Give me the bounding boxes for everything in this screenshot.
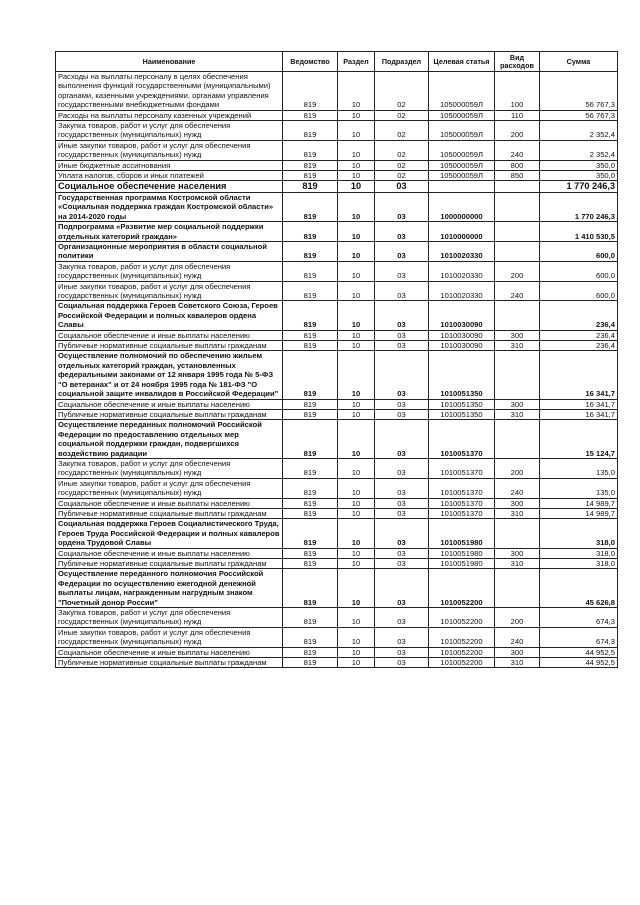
cell-target: 105000059Л — [429, 110, 495, 120]
header-name: Наименование — [56, 52, 283, 72]
cell-name: Публичные нормативные социальные выплаты гражданам — [56, 409, 283, 419]
cell-kind: 300 — [495, 548, 540, 558]
cell-subsection: 03 — [375, 508, 429, 518]
cell-subsection: 03 — [375, 658, 429, 668]
table-header — [56, 52, 618, 72]
table-row — [56, 192, 618, 221]
cell-target: 1010051370 — [429, 478, 495, 498]
cell-section: 10 — [338, 409, 375, 419]
cell-target: 105000059Л — [429, 171, 495, 181]
table-row — [56, 281, 618, 301]
cell-subsection: 03 — [375, 569, 429, 608]
cell-section: 10 — [338, 548, 375, 558]
cell-target: 1010052200 — [429, 627, 495, 647]
cell-target: 1010051370 — [429, 508, 495, 518]
cell-name: Расходы на выплаты персоналу в целях обеспечения выполнения функций государственными (муниципальными) органами, казенными учреждениями, органами управления государственными внебюджетными фондами — [56, 72, 283, 111]
cell-section: 10 — [338, 420, 375, 459]
cell-sum: 15 124,7 — [540, 420, 618, 459]
cell-dept: 819 — [283, 301, 338, 330]
cell-target: 1010030090 — [429, 341, 495, 351]
table-row — [56, 420, 618, 459]
cell-sum: 16 341,7 — [540, 351, 618, 399]
cell-subsection: 03 — [375, 399, 429, 409]
cell-name: Осуществление полномочий по обеспечению жильем отдельных категорий граждан, установленных федеральными законами от 12 января 1995 года № 5-ФЗ "О ветеранах" и от 24 ноября 1995 года № 181-ФЗ "О социальной защите инвалидов в Российской Федерации" — [56, 351, 283, 399]
cell-section: 10 — [338, 110, 375, 120]
table-row — [56, 548, 618, 558]
cell-subsection: 03 — [375, 420, 429, 459]
cell-section: 10 — [338, 181, 375, 193]
cell-section: 10 — [338, 498, 375, 508]
cell-dept: 819 — [283, 420, 338, 459]
cell-name: Социальное обеспечение и иные выплаты населению — [56, 498, 283, 508]
cell-dept: 819 — [283, 399, 338, 409]
cell-target: 1010052200 — [429, 608, 495, 628]
cell-target: 1010020330 — [429, 242, 495, 262]
cell-name: Социальное обеспечение и иные выплаты населению — [56, 548, 283, 558]
cell-section: 10 — [338, 399, 375, 409]
cell-subsection: 03 — [375, 498, 429, 508]
cell-dept: 819 — [283, 647, 338, 657]
table-row — [56, 519, 618, 548]
cell-name: Осуществление переданных полномочий Российской Федерации по предоставлению отдельных мер социальной поддержки граждан, подвергшихся воздействию радиации — [56, 420, 283, 459]
cell-name: Осуществление переданного полномочия Российской Федерации по осуществлению ежегодной денежной выплаты лицам, награжденным нагрудным знаком "Почетный донор России" — [56, 569, 283, 608]
cell-sum: 56 767,3 — [540, 72, 618, 111]
cell-target: 1010051350 — [429, 399, 495, 409]
cell-kind — [495, 301, 540, 330]
cell-subsection: 02 — [375, 140, 429, 160]
table-row — [56, 140, 618, 160]
cell-sum: 16 341,7 — [540, 399, 618, 409]
cell-sum: 14 989,7 — [540, 508, 618, 518]
document-page — [55, 51, 617, 668]
cell-name: Социальное обеспечение и иные выплаты населению — [56, 330, 283, 340]
cell-kind: 800 — [495, 160, 540, 170]
cell-sum: 44 952,5 — [540, 658, 618, 668]
cell-name: Закупка товаров, работ и услуг для обеспечения государственных (муниципальных) нужд — [56, 121, 283, 141]
cell-name: Публичные нормативные социальные выплаты гражданам — [56, 341, 283, 351]
cell-kind — [495, 351, 540, 399]
header-subsection: Подраздел — [375, 52, 429, 72]
cell-dept: 819 — [283, 519, 338, 548]
cell-dept: 819 — [283, 559, 338, 569]
cell-section: 10 — [338, 121, 375, 141]
cell-dept: 819 — [283, 72, 338, 111]
table-row — [56, 627, 618, 647]
cell-subsection: 03 — [375, 458, 429, 478]
cell-subsection: 03 — [375, 181, 429, 193]
cell-dept: 819 — [283, 110, 338, 120]
cell-sum: 318,0 — [540, 559, 618, 569]
cell-kind: 240 — [495, 140, 540, 160]
cell-kind — [495, 222, 540, 242]
cell-subsection: 03 — [375, 409, 429, 419]
cell-dept: 819 — [283, 261, 338, 281]
cell-sum: 1 770 246,3 — [540, 181, 618, 193]
cell-sum: 2 352,4 — [540, 140, 618, 160]
cell-target: 1010051980 — [429, 519, 495, 548]
cell-kind: 200 — [495, 121, 540, 141]
table-row — [56, 559, 618, 569]
cell-target: 1010020330 — [429, 261, 495, 281]
cell-kind: 300 — [495, 330, 540, 340]
cell-section: 10 — [338, 608, 375, 628]
cell-sum: 318,0 — [540, 519, 618, 548]
cell-subsection: 03 — [375, 261, 429, 281]
cell-name: Социальная поддержка Героев Социалистического Труда, Героев Труда Российской Федерации и полных кавалеров ордена Трудовой Славы — [56, 519, 283, 548]
cell-kind: 310 — [495, 341, 540, 351]
cell-kind — [495, 420, 540, 459]
table-row — [56, 508, 618, 518]
cell-target: 1010030090 — [429, 330, 495, 340]
cell-sum: 674,3 — [540, 608, 618, 628]
cell-target: 105000059Л — [429, 140, 495, 160]
cell-subsection: 02 — [375, 72, 429, 111]
cell-section: 10 — [338, 171, 375, 181]
cell-subsection: 03 — [375, 222, 429, 242]
cell-kind: 310 — [495, 559, 540, 569]
cell-subsection: 03 — [375, 559, 429, 569]
table-row — [56, 647, 618, 657]
cell-target: 105000059Л — [429, 121, 495, 141]
cell-sum: 600,0 — [540, 261, 618, 281]
table-row — [56, 181, 618, 193]
table-row — [56, 608, 618, 628]
cell-kind: 240 — [495, 281, 540, 301]
table-row — [56, 409, 618, 419]
header-section: Раздел — [338, 52, 375, 72]
cell-name: Иные закупки товаров, работ и услуг для обеспечения государственных (муниципальных) нужд — [56, 281, 283, 301]
cell-subsection: 02 — [375, 171, 429, 181]
table-row — [56, 399, 618, 409]
cell-dept: 819 — [283, 242, 338, 262]
table-row — [56, 160, 618, 170]
cell-dept: 819 — [283, 181, 338, 193]
table-row — [56, 222, 618, 242]
budget-table — [55, 51, 618, 668]
cell-kind: 850 — [495, 171, 540, 181]
cell-dept: 819 — [283, 508, 338, 518]
cell-name: Социальная поддержка Героев Советского Союза, Героев Российской Федерации и полных кавалеров ордена Славы — [56, 301, 283, 330]
cell-kind: 300 — [495, 647, 540, 657]
cell-sum: 236,4 — [540, 330, 618, 340]
cell-target: 1010000000 — [429, 222, 495, 242]
cell-sum: 14 989,7 — [540, 498, 618, 508]
cell-dept: 819 — [283, 192, 338, 221]
cell-sum: 350,0 — [540, 160, 618, 170]
cell-section: 10 — [338, 508, 375, 518]
cell-section: 10 — [338, 330, 375, 340]
cell-target: 1010051350 — [429, 409, 495, 419]
cell-sum: 350,0 — [540, 171, 618, 181]
cell-name: Социальное обеспечение населения — [56, 181, 283, 193]
cell-sum: 674,3 — [540, 627, 618, 647]
header-kind: Вид расходов — [495, 52, 540, 72]
cell-target: 1010052200 — [429, 647, 495, 657]
table-row — [56, 658, 618, 668]
cell-dept: 819 — [283, 281, 338, 301]
cell-section: 10 — [338, 559, 375, 569]
table-body — [56, 72, 618, 668]
cell-dept: 819 — [283, 160, 338, 170]
cell-subsection: 03 — [375, 192, 429, 221]
cell-subsection: 03 — [375, 627, 429, 647]
cell-subsection: 03 — [375, 519, 429, 548]
cell-section: 10 — [338, 301, 375, 330]
table-row — [56, 110, 618, 120]
cell-subsection: 03 — [375, 330, 429, 340]
cell-sum: 44 952,5 — [540, 647, 618, 657]
cell-dept: 819 — [283, 222, 338, 242]
cell-name: Публичные нормативные социальные выплаты гражданам — [56, 559, 283, 569]
cell-target: 1010051370 — [429, 420, 495, 459]
cell-dept: 819 — [283, 548, 338, 558]
cell-section: 10 — [338, 519, 375, 548]
table-row — [56, 171, 618, 181]
cell-subsection: 03 — [375, 301, 429, 330]
cell-subsection: 02 — [375, 110, 429, 120]
cell-dept: 819 — [283, 658, 338, 668]
cell-sum: 1 770 246,3 — [540, 192, 618, 221]
cell-name: Закупка товаров, работ и услуг для обеспечения государственных (муниципальных) нужд — [56, 261, 283, 281]
cell-kind: 200 — [495, 458, 540, 478]
cell-dept: 819 — [283, 409, 338, 419]
cell-subsection: 02 — [375, 121, 429, 141]
cell-name: Государственная программа Костромской области «Социальная поддержка граждан Костромской области» на 2014-2020 годы — [56, 192, 283, 221]
cell-kind: 240 — [495, 627, 540, 647]
cell-kind: 200 — [495, 261, 540, 281]
cell-kind — [495, 519, 540, 548]
cell-sum: 1 410 530,5 — [540, 222, 618, 242]
cell-target: 1010051980 — [429, 548, 495, 558]
cell-target: 105000059Л — [429, 160, 495, 170]
cell-sum: 135,0 — [540, 478, 618, 498]
cell-subsection: 03 — [375, 351, 429, 399]
cell-target: 1010052200 — [429, 658, 495, 668]
cell-target: 1010030090 — [429, 301, 495, 330]
header-target: Целевая статья — [429, 52, 495, 72]
cell-name: Расходы на выплаты персоналу казенных учреждений — [56, 110, 283, 120]
cell-subsection: 03 — [375, 548, 429, 558]
cell-section: 10 — [338, 627, 375, 647]
cell-sum: 16 341,7 — [540, 409, 618, 419]
cell-target: 1010051980 — [429, 559, 495, 569]
cell-dept: 819 — [283, 498, 338, 508]
cell-dept: 819 — [283, 121, 338, 141]
cell-dept: 819 — [283, 140, 338, 160]
cell-section: 10 — [338, 192, 375, 221]
cell-dept: 819 — [283, 569, 338, 608]
table-row — [56, 569, 618, 608]
cell-kind — [495, 181, 540, 193]
cell-section: 10 — [338, 160, 375, 170]
cell-dept: 819 — [283, 627, 338, 647]
cell-name: Иные закупки товаров, работ и услуг для обеспечения государственных (муниципальных) нужд — [56, 478, 283, 498]
cell-sum: 236,4 — [540, 341, 618, 351]
header-sum: Сумма — [540, 52, 618, 72]
table-row — [56, 330, 618, 340]
table-row — [56, 351, 618, 399]
cell-dept: 819 — [283, 478, 338, 498]
cell-section: 10 — [338, 478, 375, 498]
cell-section: 10 — [338, 242, 375, 262]
table-row — [56, 498, 618, 508]
cell-dept: 819 — [283, 330, 338, 340]
cell-sum: 135,0 — [540, 458, 618, 478]
cell-kind: 310 — [495, 508, 540, 518]
cell-subsection: 03 — [375, 608, 429, 628]
cell-dept: 819 — [283, 341, 338, 351]
cell-name: Уплата налогов, сборов и иных платежей — [56, 171, 283, 181]
cell-sum: 56 767,3 — [540, 110, 618, 120]
table-row — [56, 261, 618, 281]
cell-name: Закупка товаров, работ и услуг для обеспечения государственных (муниципальных) нужд — [56, 608, 283, 628]
table-row — [56, 301, 618, 330]
cell-target: 1010051370 — [429, 498, 495, 508]
cell-subsection: 03 — [375, 478, 429, 498]
cell-kind — [495, 242, 540, 262]
cell-kind: 300 — [495, 498, 540, 508]
cell-sum: 600,0 — [540, 281, 618, 301]
cell-kind: 310 — [495, 409, 540, 419]
cell-name: Социальное обеспечение и иные выплаты населению — [56, 399, 283, 409]
cell-section: 10 — [338, 569, 375, 608]
cell-target: 1010051350 — [429, 351, 495, 399]
cell-name: Публичные нормативные социальные выплаты гражданам — [56, 658, 283, 668]
cell-name: Иные закупки товаров, работ и услуг для обеспечения государственных (муниципальных) нужд — [56, 140, 283, 160]
cell-target: 1000000000 — [429, 192, 495, 221]
cell-section: 10 — [338, 261, 375, 281]
table-row — [56, 478, 618, 498]
cell-section: 10 — [338, 658, 375, 668]
cell-target: 105000059Л — [429, 72, 495, 111]
cell-dept: 819 — [283, 458, 338, 478]
cell-section: 10 — [338, 458, 375, 478]
cell-target — [429, 181, 495, 193]
cell-section: 10 — [338, 351, 375, 399]
cell-target: 1010020330 — [429, 281, 495, 301]
cell-sum: 45 626,8 — [540, 569, 618, 608]
cell-name: Организационные мероприятия в области социальной политики — [56, 242, 283, 262]
cell-section: 10 — [338, 647, 375, 657]
cell-dept: 819 — [283, 171, 338, 181]
cell-subsection: 03 — [375, 281, 429, 301]
cell-kind: 310 — [495, 658, 540, 668]
cell-section: 10 — [338, 140, 375, 160]
cell-kind — [495, 192, 540, 221]
cell-subsection: 03 — [375, 647, 429, 657]
cell-section: 10 — [338, 341, 375, 351]
cell-section: 10 — [338, 222, 375, 242]
cell-name: Закупка товаров, работ и услуг для обеспечения государственных (муниципальных) нужд — [56, 458, 283, 478]
cell-sum: 2 352,4 — [540, 121, 618, 141]
cell-target: 1010051370 — [429, 458, 495, 478]
cell-name: Подпрограмма «Развитие мер социальной поддержки отдельных категорий граждан» — [56, 222, 283, 242]
cell-sum: 318,0 — [540, 548, 618, 558]
cell-kind: 300 — [495, 399, 540, 409]
header-row — [56, 52, 618, 72]
cell-kind: 200 — [495, 608, 540, 628]
cell-kind: 100 — [495, 72, 540, 111]
cell-dept: 819 — [283, 351, 338, 399]
header-dept: Ведомство — [283, 52, 338, 72]
cell-target: 1010052200 — [429, 569, 495, 608]
cell-sum: 600,0 — [540, 242, 618, 262]
table-row — [56, 242, 618, 262]
cell-subsection: 03 — [375, 242, 429, 262]
table-row — [56, 72, 618, 111]
cell-section: 10 — [338, 281, 375, 301]
cell-sum: 236,4 — [540, 301, 618, 330]
table-row — [56, 458, 618, 478]
cell-subsection: 02 — [375, 160, 429, 170]
cell-kind — [495, 569, 540, 608]
cell-name: Иные бюджетные ассигнования — [56, 160, 283, 170]
table-row — [56, 121, 618, 141]
cell-kind: 110 — [495, 110, 540, 120]
cell-name: Социальное обеспечение и иные выплаты населению — [56, 647, 283, 657]
cell-name: Иные закупки товаров, работ и услуг для обеспечения государственных (муниципальных) нужд — [56, 627, 283, 647]
cell-dept: 819 — [283, 608, 338, 628]
cell-subsection: 03 — [375, 341, 429, 351]
table-row — [56, 341, 618, 351]
cell-section: 10 — [338, 72, 375, 111]
cell-kind: 240 — [495, 478, 540, 498]
cell-name: Публичные нормативные социальные выплаты гражданам — [56, 508, 283, 518]
